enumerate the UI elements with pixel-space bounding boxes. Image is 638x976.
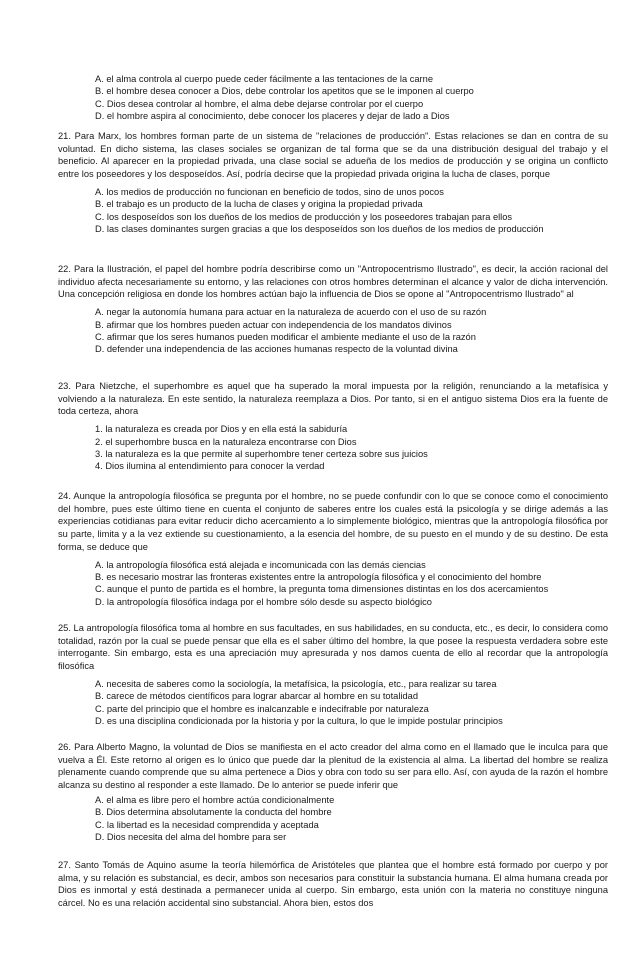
option-2: 2. el superhombre busca en la naturaleza encontrarse con Dios <box>95 436 357 447</box>
option-3: 3. la naturaleza es la que permite al superhombre tener certeza sobre sus juicios <box>95 448 428 459</box>
option-b: B. afirmar que los hombres pueden actuar con independencia de los mandatos divinos <box>95 319 452 330</box>
question-21 <box>58 130 608 235</box>
option-c: C. afirmar que los seres humanos pueden modificar el ambiente mediante el uso de la razón <box>95 331 476 342</box>
question-options <box>95 423 608 473</box>
question-options <box>95 794 608 844</box>
option-a: A. necesita de saberes como la sociología, la metafísica, la psicología, etc., para realizar su tarea <box>95 678 497 689</box>
option-d: D. defender una independencia de las acciones humanas respecto de la voluntad divina <box>95 344 458 355</box>
option-b: B. el trabajo es un producto de la lucha de clases y origina la propiedad privada <box>95 199 423 210</box>
option-4: 4. Dios ilumina al entendimiento para conocer la verdad <box>95 461 325 472</box>
option-c: C. Dios desea controlar al hombre, el alma debe dejarse controlar por el cuerpo <box>95 98 424 109</box>
option-d: D. Dios necesita del alma del hombre para ser <box>95 832 287 843</box>
option-d: D. es una disciplina condicionada por la historia y por la cultura, lo que le impide postular principios <box>95 716 503 727</box>
question-stem: 22. Para la Ilustración, el papel del hombre podría describirse como un "Antropocentrismo Ilustrado", es decir, la acción racional del individuo afecta necesariamente su entorno, y las relaciones con otros hombres determinan el alcance y valor de dicha intervención. Una concepción religiosa en donde los hombres actúan bajo la influencia de Dios se opone al "Antropocentrismo Ilustrado" al <box>58 264 608 300</box>
option-c: C. los desposeídos son los dueños de los medios de producción y los poseedores trabajan para ellos <box>95 211 513 222</box>
option-c: C. la libertad es la necesidad comprendida y aceptada <box>95 819 319 830</box>
question-25 <box>58 622 608 727</box>
question-23 <box>58 380 608 473</box>
option-d: D. las clases dominantes surgen gracias a que los desposeídos son los dueños de los medios de producción <box>95 224 544 235</box>
option-d: D. el hombre aspira al conocimiento, debe conocer los placeres y dejar de lado a Dios <box>95 111 450 122</box>
question-stem: 27. Santo Tomás de Aquino asume la teoría hilemórfica de Aristóteles que plantea que el hombre está formado por cuerpo y por alma, y su relación es substancial, es decir, ambos son necesarios para constituir la substancia humana. El alma humana creada por Dios es inmortal y está destinada a permanecer unida al cuerpo. Sin embargo, esta unión con la materia no constituye ninguna cárcel. No es una relación accidental sino substancial. Ahora bien, estos dos <box>58 860 608 909</box>
question-stem: 25. La antropología filosófica toma al hombre en sus facultades, en sus habilidades, en su conducta, etc., es decir, lo considera como totalidad, razón por la cual se puede pensar que ella es el saber último del hombre, la que posee la respuesta verdadera sobre este interrogante. Sin embargo, esta es una apreciación muy apresurada y nos damos cuenta de ello al recordar que la antropología filosófica <box>58 623 608 672</box>
question-stem: 26. Para Alberto Magno, la voluntad de Dios se manifiesta en el acto creador del alma como en el llamado que le inculca para que vuelva a Él. Este retorno al origen es lo único que puede dar la plenitud de la existencia al alma. La libertad del hombre se realiza plenamente cuando comprende que su alma pertenece a Dios y obra con todo su ser para ello. Así, con ayuda de la razón el hombre alcanza su destino al responder a este llamado. De lo anterior se puede inferir que <box>58 742 608 791</box>
option-1: 1. la naturaleza es creada por Dios y en ella está la sabiduría <box>95 424 348 435</box>
question-27 <box>58 859 608 910</box>
option-a: A. la antropología filosófica está alejada e incomunicada con las demás ciencias <box>95 559 426 570</box>
option-a: A. el alma controla al cuerpo puede ceder fácilmente a las tentaciones de la carne <box>95 74 433 84</box>
question-stem: 24. Aunque la antropología filosófica se pregunta por el hombre, no se puede confundir con lo que se conoce como el conocimiento del hombre, pues este último tiene en cuenta el conjunto de saberes entre los cuales está la psicología y se dirige además a las experiencias cotidianas para evitar reducir dicho acercamiento a lo simplemente biológico, mientras que la antropología filosófica por su parte, limita y a la vez extiende su cuestionamiento, a la esencia del hombre, de su puesto en el mundo y de su destino. De esta forma, se deduce que <box>58 491 608 552</box>
option-c: C. aunque el punto de partida es el hombre, la pregunta toma dimensiones distintas en los dos acercamientos <box>95 584 549 595</box>
option-c: C. parte del principio que el hombre es inalcanzable e indecifrable por naturaleza <box>95 703 429 714</box>
option-a: A. el alma es libre pero el hombre actúa condicionalmente <box>95 794 335 805</box>
option-a: A. negar la autonomía humana para actuar en la naturaleza de acuerdo con el uso de su razón <box>95 307 487 318</box>
option-b: B. es necesario mostrar las fronteras existentes entre la antropología filosófica y el conocimiento del hombre <box>95 571 542 582</box>
option-b: B. carece de métodos científicos para lograr abarcar al hombre en su totalidad <box>95 691 418 702</box>
question-options <box>95 306 608 356</box>
question-26 <box>58 741 608 843</box>
question-24 <box>58 490 608 608</box>
option-d: D. la antropología filosófica indaga por el hombre sólo desde su aspecto biológico <box>95 596 432 607</box>
question-options <box>95 186 608 236</box>
option-b: B. el hombre desea conocer a Dios, debe controlar los apetitos que se le imponen al cuerpo <box>95 86 474 97</box>
question-options <box>95 678 608 728</box>
option-a: A. los medios de producción no funcionan en beneficio de todos, sino de unos pocos <box>95 186 444 197</box>
prev-question-options <box>95 73 605 123</box>
question-stem: 23. Para Nietzche, el superhombre es aquel que ha superado la moral impuesta por la religión, renunciando a la metafísica y volviendo a la naturaleza. En este sentido, la naturaleza reemplaza a Dios. Por tanto, si en el antiguo sistema Dios era la fuente de toda certeza, ahora <box>58 381 608 417</box>
question-22 <box>58 263 608 356</box>
option-b: B. Dios determina absolutamente la conducta del hombre <box>95 807 332 818</box>
question-stem: 21. Para Marx, los hombres forman parte de un sistema de "relaciones de producción". Estas relaciones se dan en contra de su voluntad. En dicho sistema, las clases sociales se organizan de tal forma que se da una distribución desigual del trabajo y el beneficio. Al aparecer en la propiedad privada, una clase social se adueña de los medios de producción y se origina un conflicto entre los poseedores y los desposeídos. Así, podría decirse que la propiedad privada origina la lucha de clases, porque <box>58 131 608 180</box>
question-options <box>95 559 608 609</box>
